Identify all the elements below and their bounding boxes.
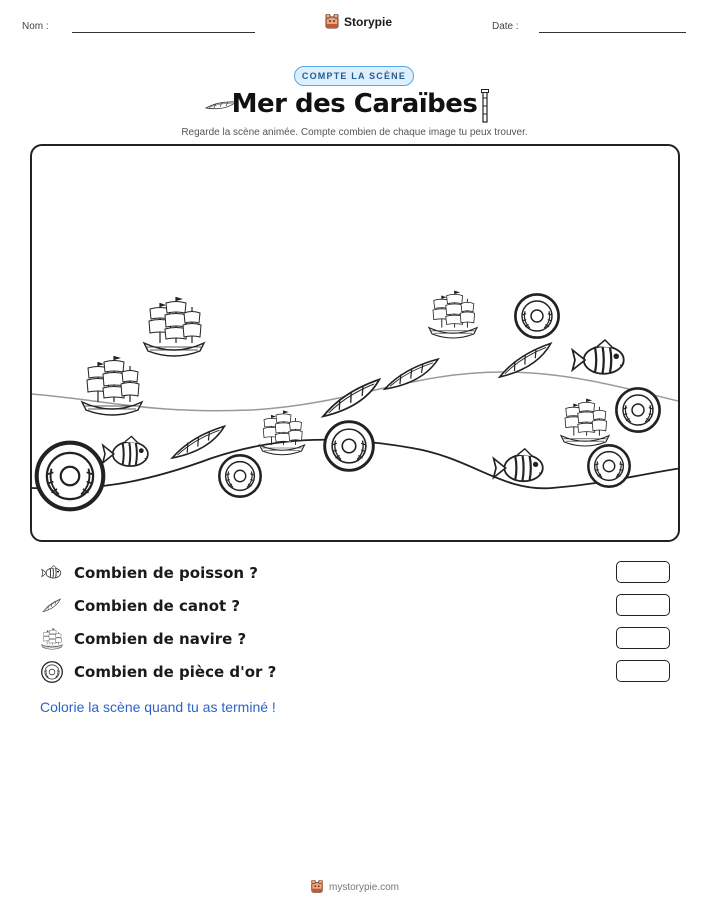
page-title: Mer des Caraïbes: [231, 89, 478, 119]
coin-4: [515, 294, 558, 337]
coin-3: [325, 422, 374, 471]
spyglass-icon: [478, 89, 492, 123]
name-line[interactable]: [72, 32, 255, 33]
fish-icon: [40, 561, 64, 585]
storypie-logo-icon: [310, 880, 324, 894]
footer: [0, 880, 709, 894]
canoe-3: [381, 359, 442, 391]
question-row-fish: [40, 560, 670, 586]
coin-6: [588, 445, 629, 486]
brand-name: Storypie: [344, 15, 393, 29]
answer-box-fish[interactable]: [616, 561, 670, 583]
brand: [324, 14, 392, 30]
fish-3: [573, 340, 624, 374]
section-badge: COMPTE LA SCÈNE: [294, 66, 414, 86]
ship-2: [82, 356, 142, 415]
coin-1: [37, 443, 104, 510]
ship-3: [260, 411, 305, 455]
fish-2: [494, 449, 543, 481]
canoe-1: [168, 426, 229, 459]
canoe-2: [318, 379, 385, 418]
canoe-icon: [40, 594, 64, 618]
counting-scene: [30, 144, 680, 542]
scene-illustration: [32, 146, 680, 542]
name-label: Nom :: [22, 21, 49, 32]
question-label: Combien de poisson ?: [74, 564, 258, 582]
question-row-ship: [40, 626, 670, 652]
ship-1: [144, 297, 204, 356]
ship-icon: [40, 627, 64, 651]
gold-coin-icon: [40, 660, 64, 684]
ship-4: [429, 291, 477, 338]
question-label: Combien de canot ?: [74, 597, 241, 615]
date-label: Date :: [492, 21, 519, 32]
question-row-coin: [40, 659, 670, 685]
page-subtitle: Regarde la scène animée. Compte combien de chaque image tu peux trouver.: [181, 127, 528, 138]
ship-5: [561, 399, 609, 446]
coin-2: [219, 455, 260, 496]
coin-5: [616, 388, 659, 431]
answer-box-coin[interactable]: [616, 660, 670, 682]
answer-box-canoe[interactable]: [616, 594, 670, 616]
question-label: Combien de navire ?: [74, 630, 247, 648]
coloring-instruction: Colorie la scène quand tu as terminé !: [40, 699, 276, 715]
footer-url[interactable]: mystorypie.com: [328, 881, 399, 893]
date-line[interactable]: [539, 32, 686, 33]
storypie-logo-icon: [324, 14, 340, 30]
fish-1: [103, 436, 148, 466]
answer-box-ship[interactable]: [616, 627, 670, 649]
question-label: Combien de pièce d'or ?: [74, 663, 277, 681]
question-row-canoe: [40, 593, 670, 619]
